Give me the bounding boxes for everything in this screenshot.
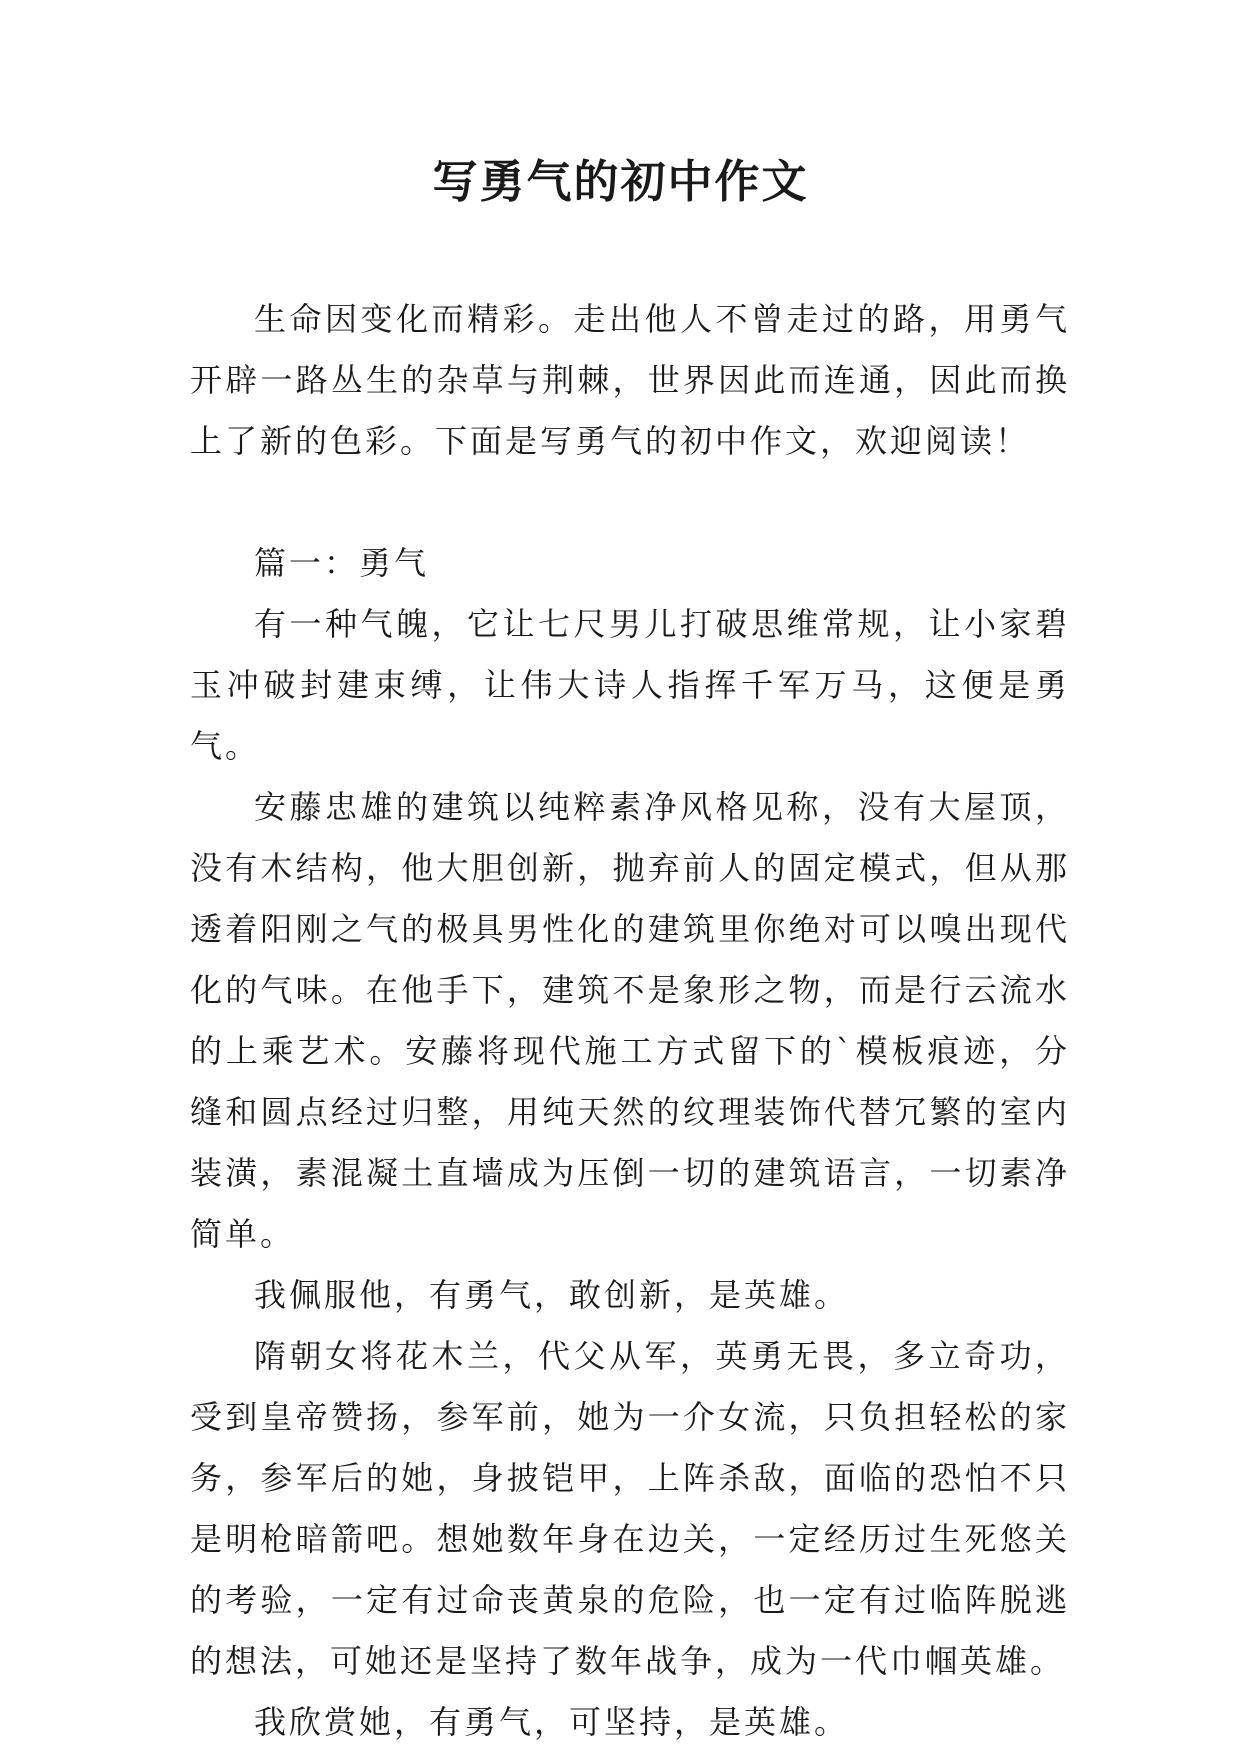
document-title: 写勇气的初中作文 — [432, 155, 809, 208]
body-paragraph: 有一种气魄，它让七尺男儿打破思维常规，让小家碧玉冲破封建束缚，让伟大诗人指挥千军万马，这便是勇气。 — [190, 605, 1070, 765]
body-paragraph: 安藤忠雄的建筑以纯粹素净风格见称，没有大屋顶，没有木结构，他大胆创新，抛弃前人的固定模式，但从那透着阳刚之气的极具男性化的建筑里你绝对可以嗅出现代化的气味。在他手下，建筑不是象形之物，而是行云流水的上乘艺术。安藤将现代施工方式留下的`模板痕迹，分缝和圆点经过归整，用纯天然的纹理装饰代替冗繁的室内装潢，素混凝土直墙成为压倒一切的建筑语言，一切素净简单。 — [190, 788, 1070, 1253]
body-paragraph: 我佩服他，有勇气，敢创新，是英雄。 — [254, 1276, 850, 1314]
body-paragraph: 我欣赏她，有勇气，可坚持，是英雄。 — [254, 1703, 850, 1741]
document-body — [190, 289, 1070, 1753]
body-paragraph: 隋朝女将花木兰，代父从军，英勇无畏，多立奇功，受到皇帝赞扬，参军前，她为一介女流，只负担轻松的家务，参军后的她，身披铠甲，上阵杀敌，面临的恐怕不只是明枪暗箭吧。想她数年身在边关，一定经历过生死悠关的考验，一定有过命丧黄泉的危险，也一定有过临阵脱逃的想法，可她还是坚持了数年战争，成为一代巾帼英雄。 — [190, 1337, 1070, 1680]
intro-paragraph: 生命因变化而精彩。走出他人不曾走过的路，用勇气开辟一路丛生的杂草与荆棘，世界因此而连通，因此而换上了新的色彩。下面是写勇气的初中作文，欢迎阅读！ — [190, 300, 1070, 460]
section-heading: 篇一：勇气 — [254, 544, 430, 582]
paragraph-gap — [190, 472, 1070, 533]
